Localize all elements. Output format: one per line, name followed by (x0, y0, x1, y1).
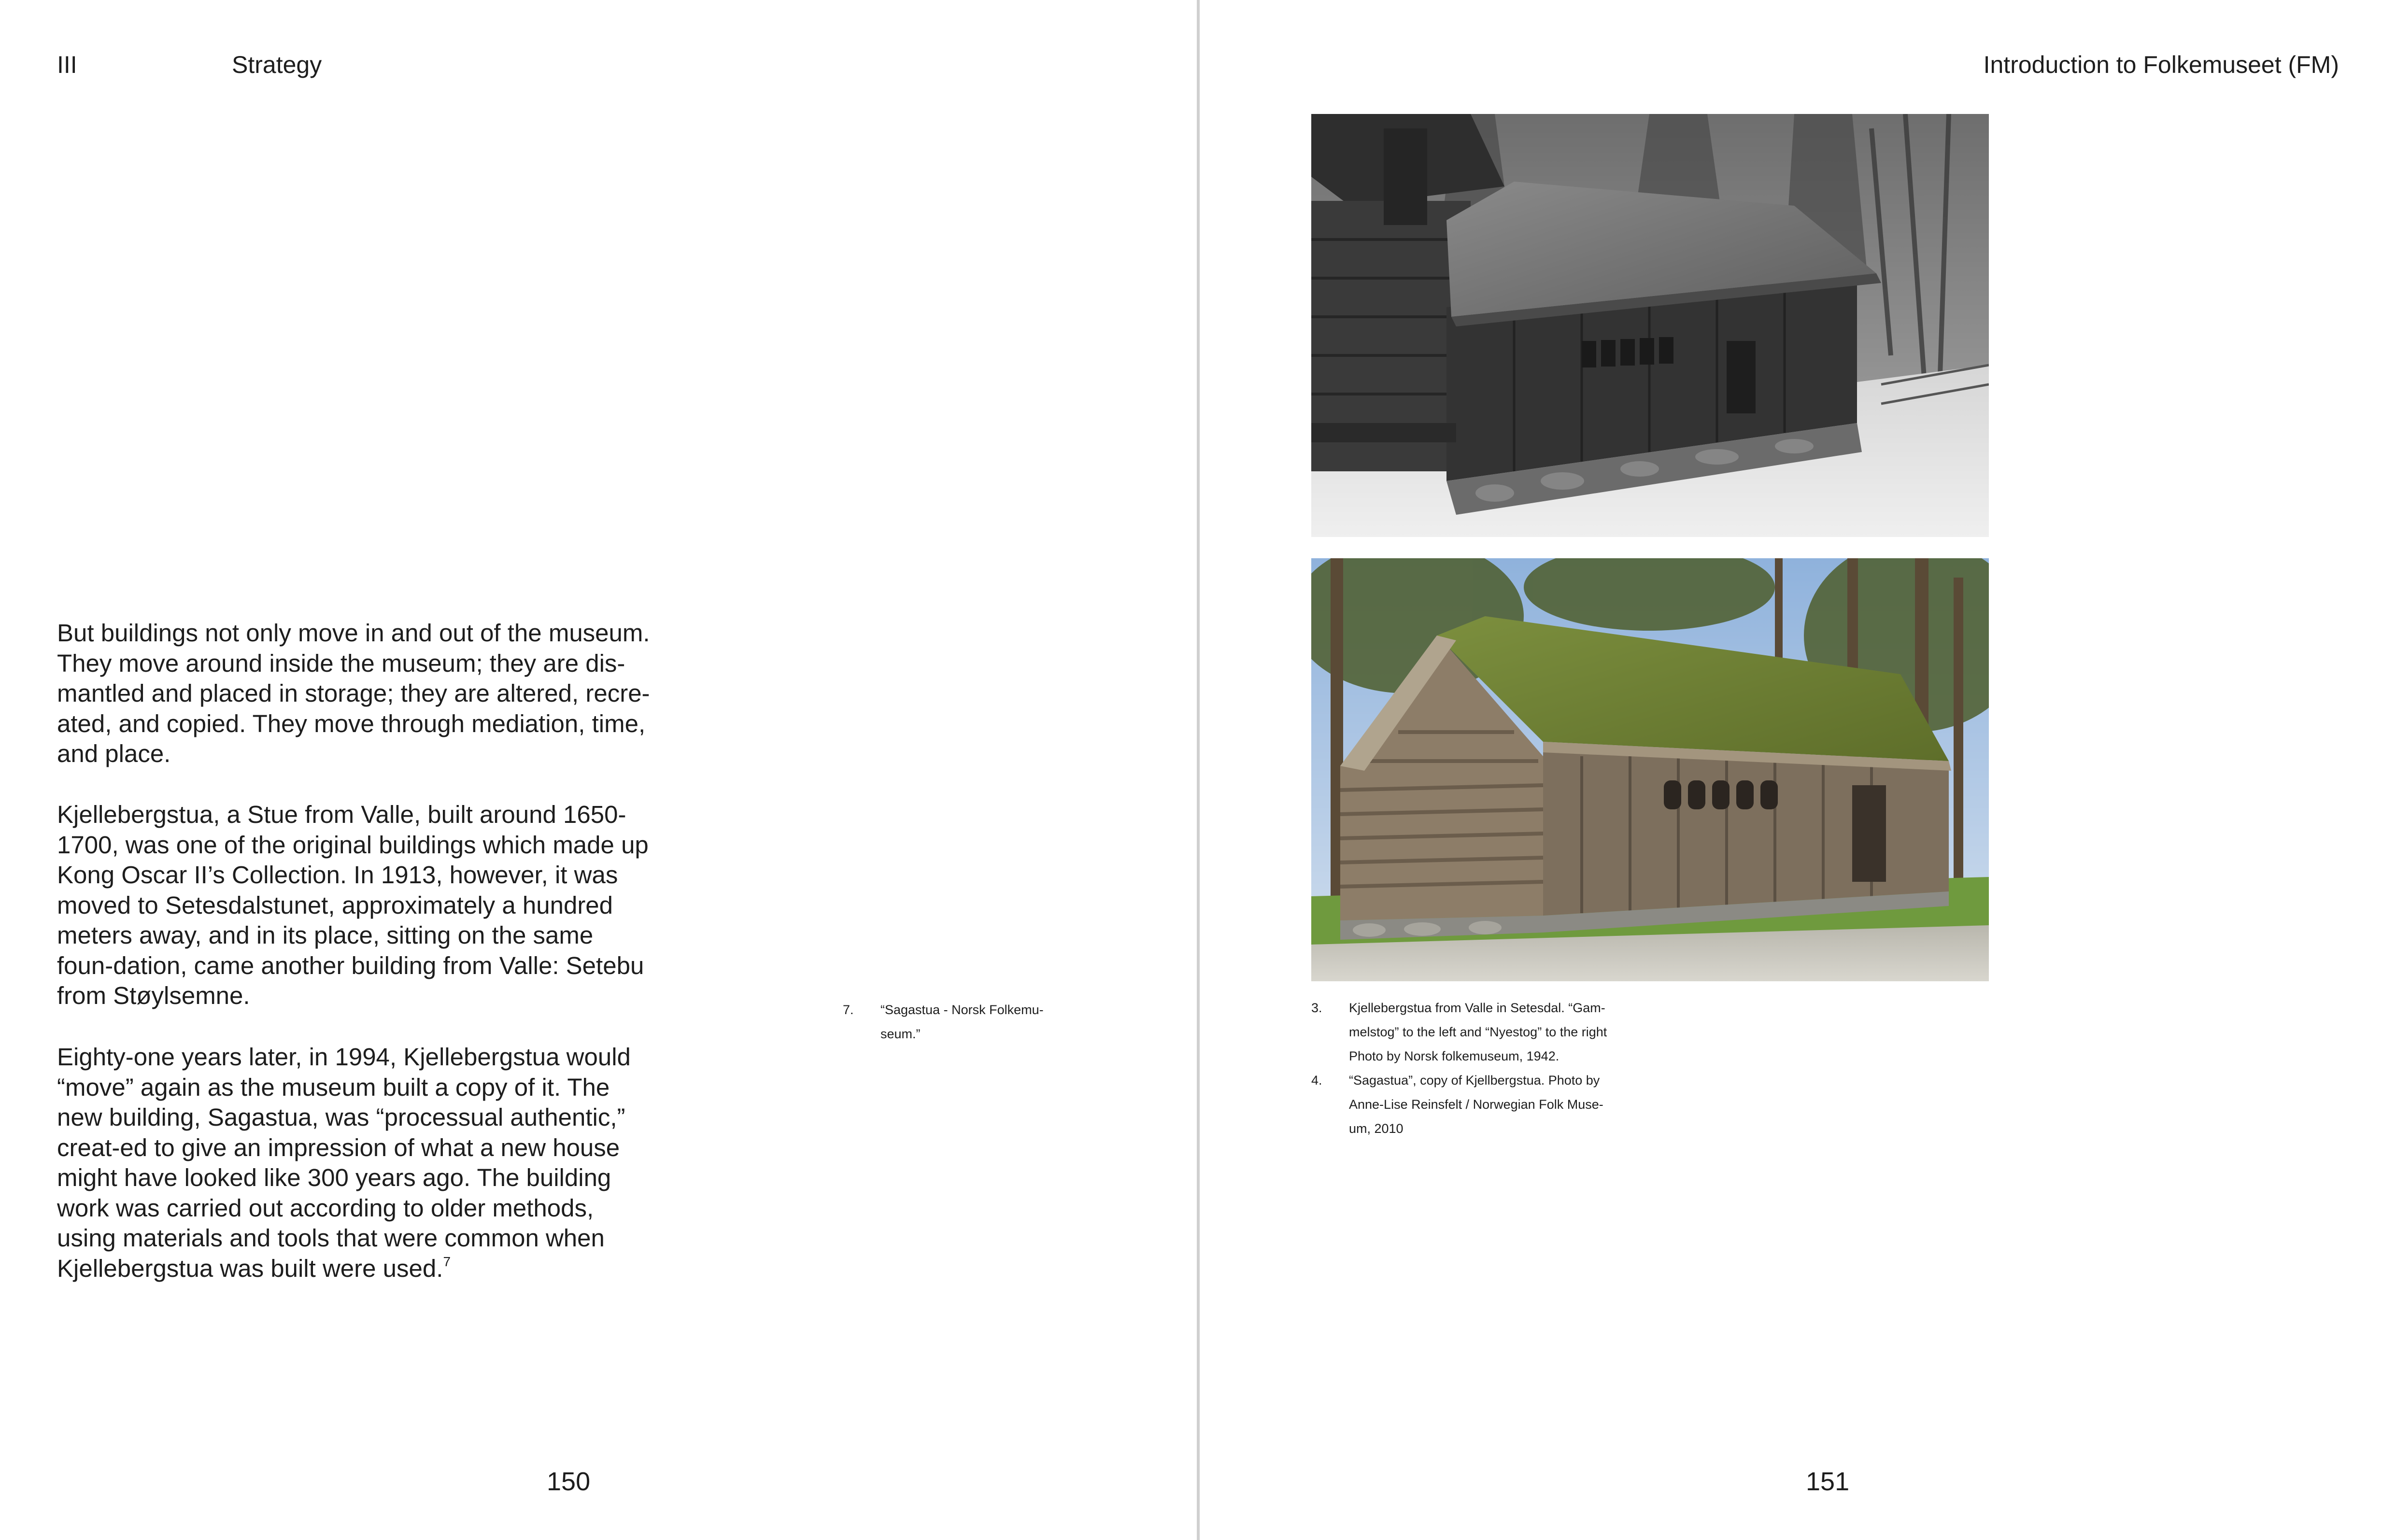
caption-4-line-2: Anne-Lise Reinsfelt / Norwegian Folk Muse- (1349, 1097, 1603, 1112)
caption-3-line-3: Photo by Norsk folkemuseum, 1942. (1349, 1049, 1560, 1063)
caption-number-4: 4. (1311, 1073, 1322, 1088)
sagastua-2010-photo (1311, 558, 1989, 981)
caption-3-line-1: Kjellebergstua from Valle in Setesdal. “Gam- (1349, 1001, 1605, 1015)
footnote-text: “Sagastua - Norsk Folkemu-seum.” (880, 1003, 1044, 1041)
caption-4-line-1: “Sagastua”, copy of Kjellbergstua. Photo by (1349, 1073, 1600, 1088)
caption-4 (1311, 1068, 1678, 1141)
section-numeral: III (57, 51, 77, 78)
caption-3 (1311, 996, 1678, 1068)
caption-4-line-3: um, 2010 (1349, 1121, 1404, 1136)
body-paragraph-1: But buildings not only move in and out of the museum. They move around inside the museum; they are dis-mantled and placed in storage; they are altered, recre-ated, and copied. They move through mediation, time, and place. (57, 619, 650, 767)
caption-number-3: 3. (1311, 1001, 1322, 1015)
footnote (843, 998, 1094, 1046)
page-number-left: 150 (547, 1467, 591, 1496)
running-title: Introduction to Folkemuseet (FM) (1983, 51, 2339, 78)
caption-3-line-2: melstog” to the left and “Nyestog” to the right (1349, 1025, 1607, 1039)
left-page (0, 0, 1197, 1540)
section-title: Strategy (232, 51, 322, 78)
kjellebergstua-1942-photo (1311, 114, 1989, 537)
body-paragraph-3: Eighty-one years later, in 1994, Kjellebergstua would “move” again as the museum built a copy of it. The new building, Sagastua, was “processual authentic,” creat-ed to give an impression of what a new house might have looked like 300 years ago. The building work was carried out according to older methods, using materials and tools that were common when Kjellebergstua was built were used.$^7$ (57, 1043, 631, 1282)
footnote-number: 7. (843, 1003, 854, 1017)
body-paragraph-2: Kjellebergstua, a Stue from Valle, built around 1650-1700, was one of the original buildings which made up Kong Oscar II’s Collection. In 1913, however, it was moved to Setesdalstunet, approximately a hundred meters away, and in its place, sitting on the same foun-dation, came another building from Valle: Setebu from Støylsemne. (57, 801, 649, 1009)
page-number-right: 151 (1806, 1467, 1850, 1496)
footnote-reference[interactable]: 7 (443, 1254, 451, 1269)
